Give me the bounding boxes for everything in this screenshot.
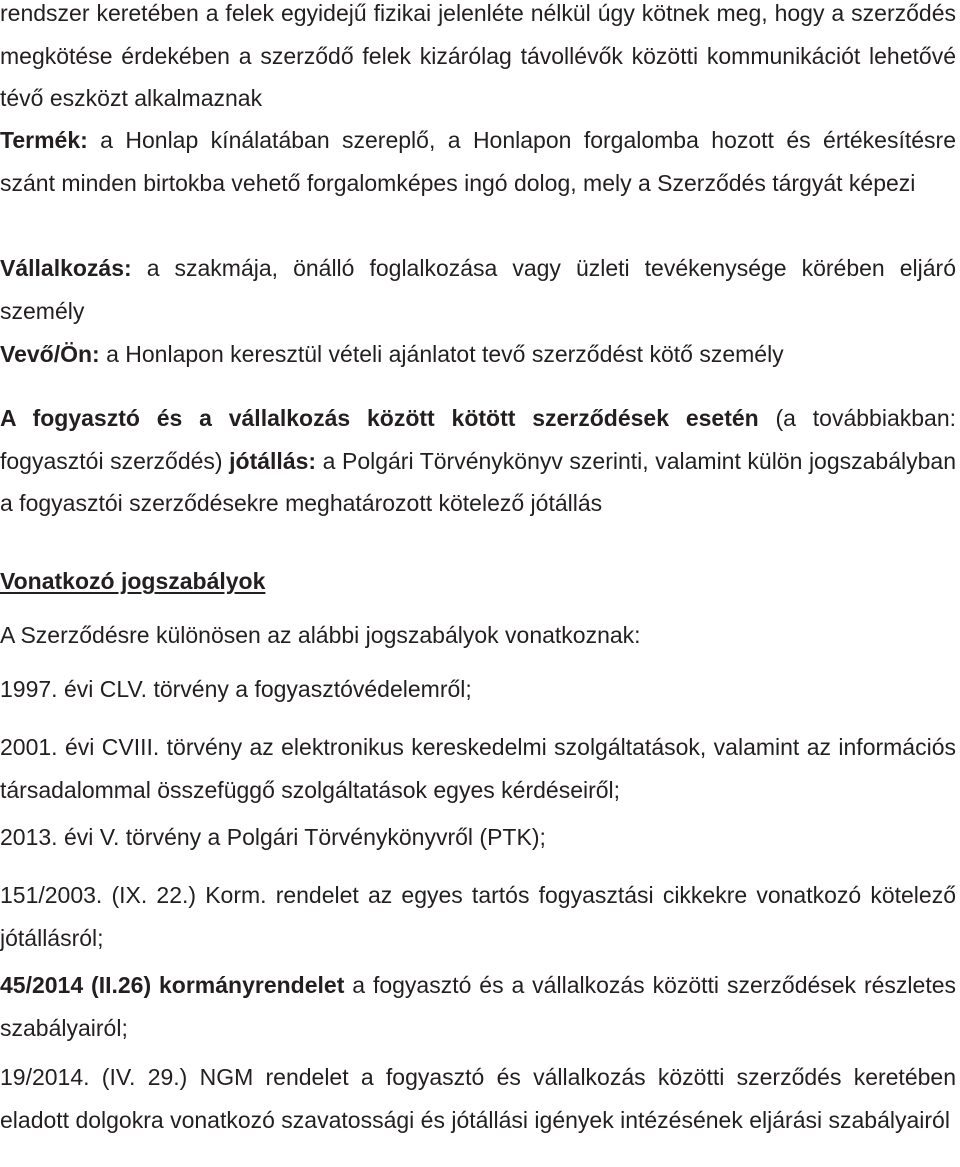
- law-item-1: 1997. évi CLV. törvény a fogyasztóvédelemről;: [0, 676, 472, 702]
- paragraph-text: a szakmája, önálló foglalkozása vagy üzleti tevékenysége körében eljáró személy: [0, 255, 956, 324]
- law-item-6: 19/2014. (IV. 29.) NGM rendelet a fogyasztó és vállalkozás közötti szerződés keretében eladott dolgokra vonatkozó szavatossági és jótállási igények intézésének eljárási szabályairól: [0, 1064, 956, 1133]
- paragraph-text: (a továbbiakban: fogyasztói szerződés): [0, 405, 957, 474]
- paragraph-product-definition: [0, 119, 956, 204]
- law-item-4: 151/2003. (IX. 22.) Korm. rendelet az egyes tartós fogyasztási cikkekre vonatkozó kötelező jótállásról;: [0, 882, 956, 951]
- law-number: 45/2014 (II.26) kormányrendelet: [0, 972, 345, 998]
- law-item-5: [0, 964, 956, 1049]
- law-item-2: 2001. évi CVIII. törvény az elektronikus kereskedelmi szolgáltatások, valamint az információs társadalommal összefüggő szolgáltatások egyes kérdéseiről;: [0, 734, 956, 803]
- term-label: jótállás:: [229, 447, 317, 474]
- intro-paragraph: A Szerződésre különösen az alábbi jogszabályok vonatkoznak:: [0, 622, 641, 648]
- term-label: A fogyasztó és a vállalkozás között kötött szerződések esetén: [0, 405, 759, 431]
- paragraph-business-definition: [0, 247, 956, 332]
- term-label: Termék:: [0, 127, 88, 153]
- paragraph-text: a Honlapon keresztül vételi ajánlatot tevő szerződést kötő személy: [99, 341, 784, 367]
- paragraph-text: a Polgári Törvénykönyv szerinti, valamint külön jogszabályban a fogyasztói szerződésekre meghatározott kötelező jótállás: [0, 447, 956, 516]
- paragraph-warranty-definition: [0, 397, 956, 525]
- paragraph-text: rendszer keretében a felek egyidejű fizikai jelenléte nélkül úgy kötnek meg, hogy a szerződés megkötése érdekében a szerződő felek kizárólag távollévők közötti kommunikációt lehetővé tévő eszközt alkalmaznak: [0, 0, 956, 111]
- paragraph-distance-contract-definition: [0, 0, 956, 120]
- section-heading: Vonatkozó jogszabályok: [0, 568, 266, 594]
- paragraph-text: a Honlap kínálatában szereplő, a Honlapon forgalomba hozott és értékesítésre szánt minden birtokba vehető forgalomképes ingó dolog, mely a Szerződés tárgyát képezi: [0, 127, 956, 196]
- paragraph-buyer-definition: [0, 333, 956, 376]
- law-item-3: 2013. évi V. törvény a Polgári Törvénykönyvről (PTK);: [0, 824, 546, 850]
- term-label: Vevő/Ön:: [0, 341, 100, 367]
- law-text: a fogyasztó és a vállalkozás közötti szerződések részletes szabályairól;: [0, 972, 956, 1041]
- term-label: Vállalkozás:: [0, 255, 132, 281]
